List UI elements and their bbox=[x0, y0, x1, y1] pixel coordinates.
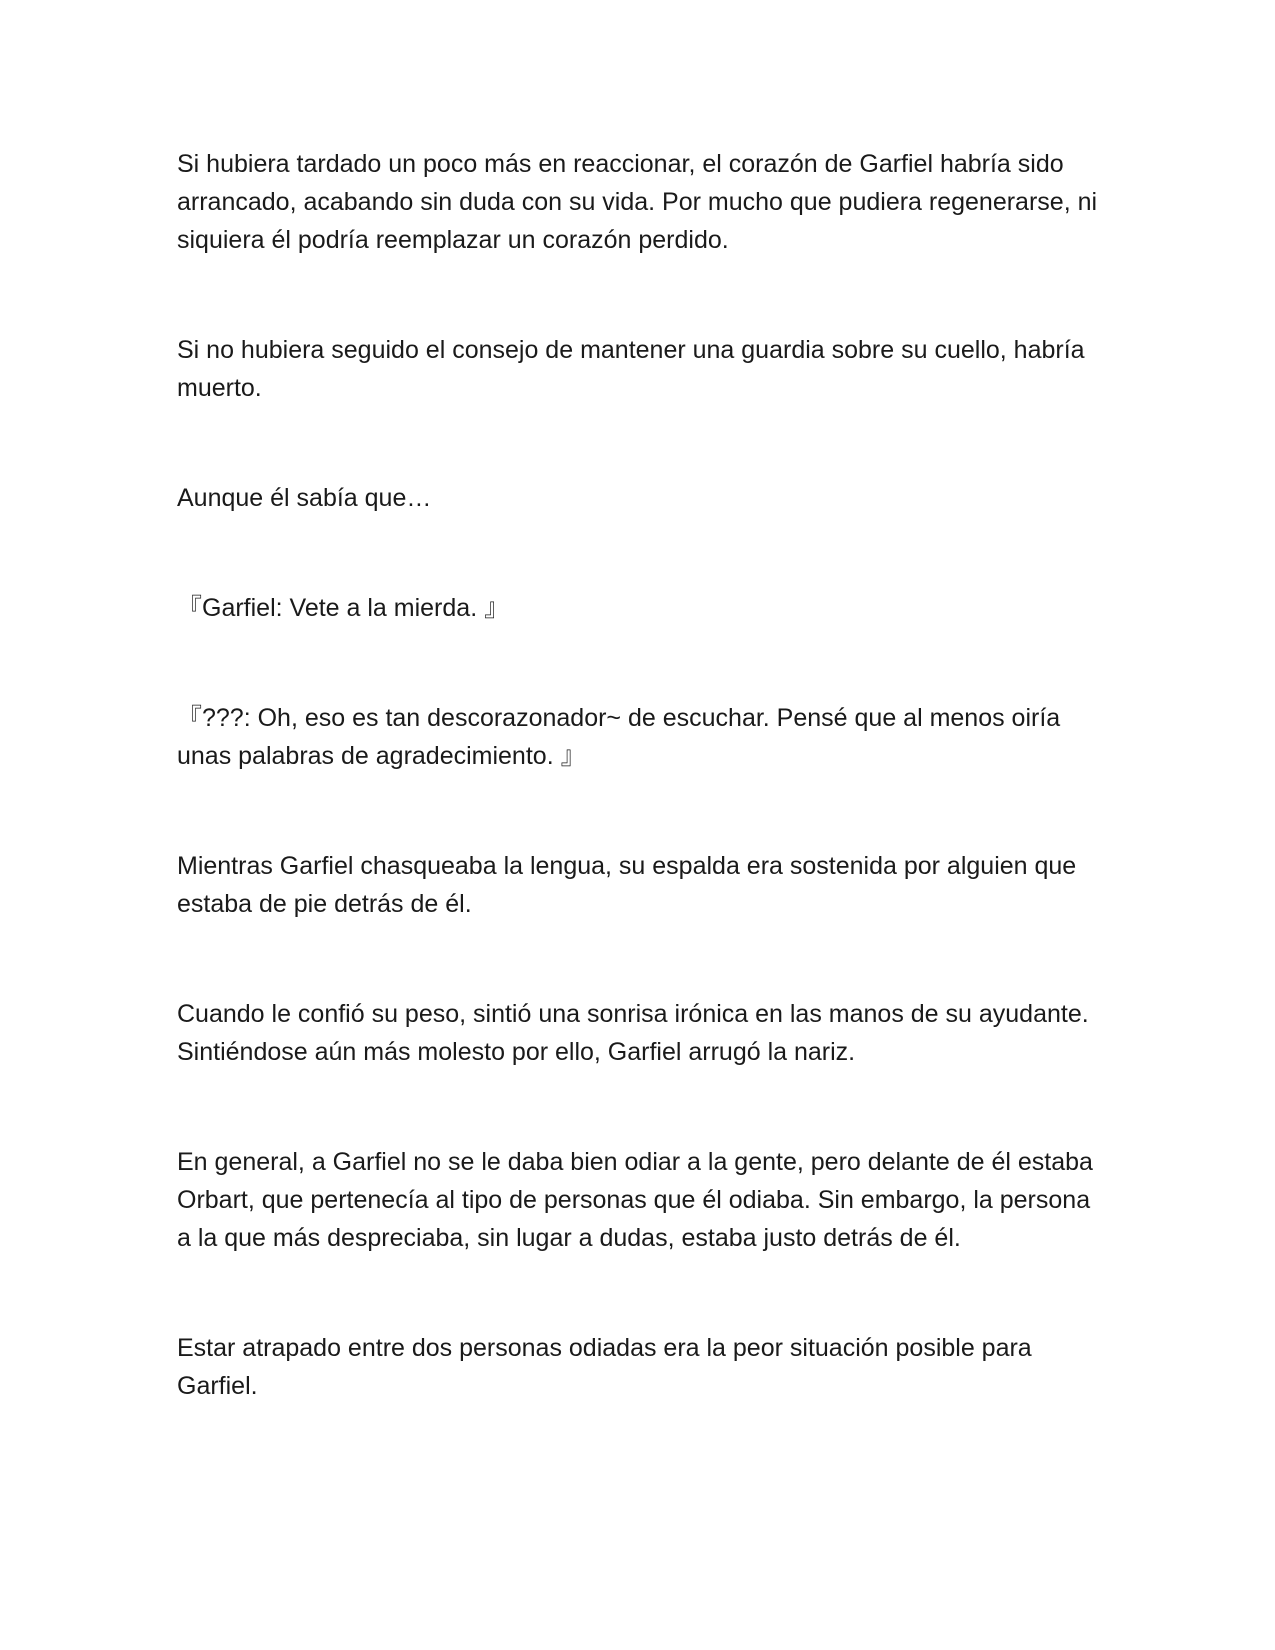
paragraph-9: Estar atrapado entre dos personas odiadas era la peor situación posible para Garfiel. bbox=[177, 1334, 1032, 1400]
paragraph-6: Mientras Garfiel chasqueaba la lengua, su espalda era sostenida por alguien que estaba de pie detrás de él. bbox=[177, 852, 1077, 918]
paragraph-1: Si hubiera tardado un poco más en reaccionar, el corazón de Garfiel habría sido arrancado, acabando sin duda con su vida. Por mucho que pudiera regenerarse, ni siquiera él podría reemplazar un corazón perdido. bbox=[177, 150, 1098, 254]
text-body bbox=[177, 145, 1107, 1405]
dialogue-garfiel: 『Garfiel: Vete a la mierda. 』 bbox=[177, 594, 510, 622]
paragraph-2: Si no hubiera seguido el consejo de mantener una guardia sobre su cuello, habría muerto. bbox=[177, 336, 1085, 402]
paragraph-3: Aunque él sabía que… bbox=[177, 484, 432, 512]
paragraph-8: En general, a Garfiel no se le daba bien odiar a la gente, pero delante de él estaba Orbart, que pertenecía al tipo de personas que él odiaba. Sin embargo, la persona a la que más despreciaba, sin lugar a dudas, estaba justo detrás de él. bbox=[177, 1148, 1093, 1252]
paragraph-7: Cuando le confió su peso, sintió una sonrisa irónica en las manos de su ayudante. Sintiéndose aún más molesto por ello, Garfiel arrugó la nariz. bbox=[177, 1000, 1089, 1066]
dialogue-unknown: 『???: Oh, eso es tan descorazonador~ de escuchar. Pensé que al menos oiría unas palabras de agradecimiento. 』 bbox=[177, 704, 1061, 770]
